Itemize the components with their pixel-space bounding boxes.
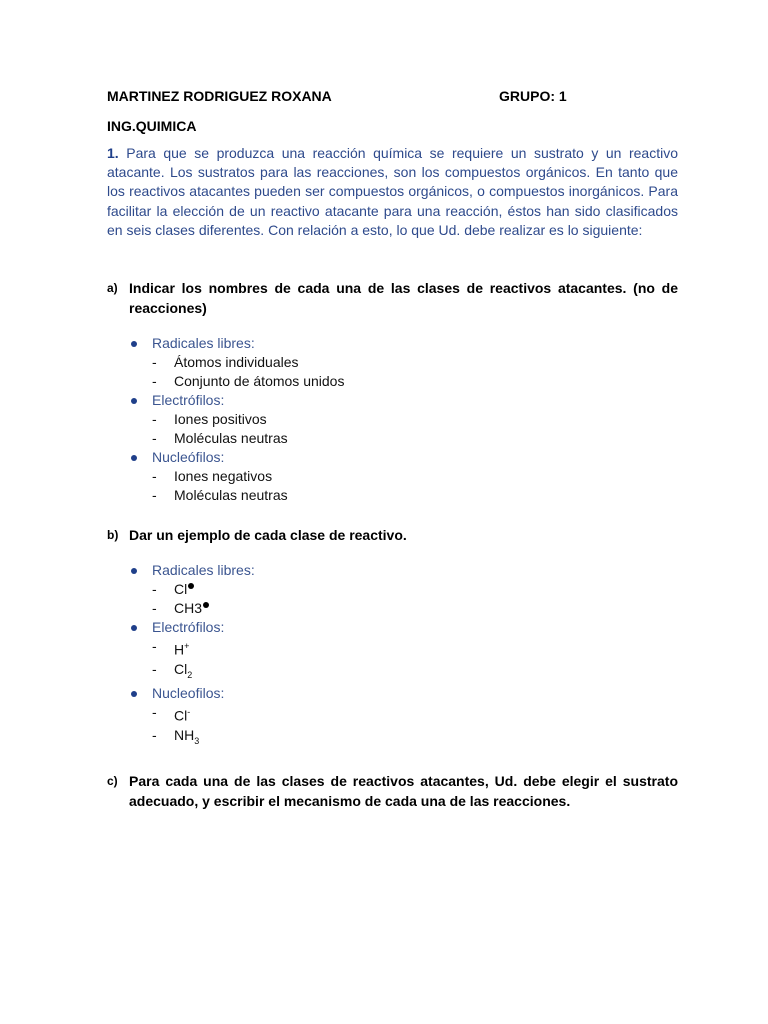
header-line — [107, 88, 678, 108]
question-b — [107, 525, 678, 545]
bullet-icon — [131, 625, 137, 631]
class-name: Nucleófilos: — [152, 449, 225, 466]
formula: H — [174, 641, 185, 658]
class-name: Electrófilos: — [152, 619, 225, 636]
document-page — [107, 88, 678, 811]
bullet-icon — [131, 398, 137, 404]
formula: Cl — [174, 708, 188, 725]
intro-text: Para que se produzca una reacción química se requiere un sustrato y un reactivo atacante. Los sustratos para las reacciones, son los compuestos orgánicos. En tanto que los reactivos atacantes pueden ser compuestos orgánicos, o compuestos inorgánicos. Para facilitar la elección de un reactivo atacante para una reacción, éstos han sido clasificados en seis clases diferentes. Con relación a esto, lo que Ud. debe realizar es lo siguiente: — [107, 145, 678, 238]
question-c-letter: c) — [107, 773, 118, 788]
charge: + — [184, 641, 190, 652]
sub-item-text: Iones positivos — [174, 411, 267, 428]
subscript: 3 — [194, 735, 200, 746]
radical-dot-icon — [203, 602, 209, 608]
formula: Cl — [174, 660, 188, 677]
sub-item: - Moléculas neutras — [152, 487, 288, 504]
question-b-letter: b) — [107, 528, 119, 543]
bullet-icon — [131, 455, 137, 461]
question-b-text: Dar un ejemplo de cada clase de reactivo. — [129, 527, 407, 544]
sub-item: - CH3 — [152, 599, 678, 618]
sub-item: - Moléculas neutras — [152, 430, 288, 447]
class-name: Nucleofilos: — [152, 685, 225, 702]
question-a-class-list — [107, 334, 678, 505]
bullet-icon — [131, 568, 137, 574]
student-name: MARTINEZ RODRIGUEZ ROXANA — [107, 88, 332, 104]
sub-item-text: Moléculas neutras — [174, 430, 288, 447]
sub-item: - $Cl_2$ — [152, 660, 193, 680]
sub-item: - H+ — [152, 638, 190, 658]
sub-item: - $NH_3$ — [152, 727, 200, 746]
question-c-text: Para cada una de las clases de reactivos atacantes, Ud. debe elegir el sustrato adecuado, y escribir el mecanismo de cada una de las reacciones. — [129, 772, 678, 809]
list-item — [107, 391, 678, 448]
sub-item-text: Conjunto de átomos unidos — [174, 373, 345, 390]
class-name: Radicales libres: — [152, 335, 255, 352]
list-item — [107, 448, 678, 505]
bullet-icon — [131, 691, 137, 697]
list-item — [107, 684, 678, 750]
sub-item: - Conjunto de átomos unidos — [152, 373, 345, 390]
question-b-class-list — [107, 561, 678, 751]
question-a — [107, 278, 678, 318]
bullet-icon — [131, 341, 137, 347]
radical-dot-icon — [188, 583, 194, 589]
formula: Cl — [174, 581, 188, 598]
sub-item: - Cl- — [152, 704, 191, 725]
sub-item: - Iones negativos — [152, 468, 273, 485]
class-name: Radicales libres: — [152, 562, 255, 579]
sub-item-text: Moléculas neutras — [174, 487, 288, 504]
sub-item-text: Iones negativos — [174, 468, 273, 485]
question-c — [107, 771, 678, 811]
question-a-letter: a) — [107, 281, 118, 296]
sub-item: - Átomos individuales — [152, 354, 299, 371]
intro-paragraph — [107, 144, 678, 240]
question-number: 1. — [107, 145, 119, 161]
class-name: Electrófilos: — [152, 392, 225, 409]
list-item — [107, 561, 678, 618]
list-item — [107, 618, 678, 684]
question-a-text: Indicar los nombres de cada una de las clases de reactivos atacantes. (no de reacciones) — [129, 280, 678, 317]
list-item — [107, 334, 678, 391]
charge: - — [187, 707, 191, 718]
career-label: ING.QUIMICA — [107, 118, 197, 134]
sub-item: - Iones positivos — [152, 411, 267, 428]
subscript: 2 — [187, 669, 193, 680]
sub-item: - Cl — [152, 580, 678, 599]
group-label: GRUPO: 1 — [499, 88, 567, 104]
sub-item-text: Átomos individuales — [174, 354, 299, 371]
formula: NH — [174, 727, 195, 744]
formula: CH3 — [174, 600, 203, 617]
